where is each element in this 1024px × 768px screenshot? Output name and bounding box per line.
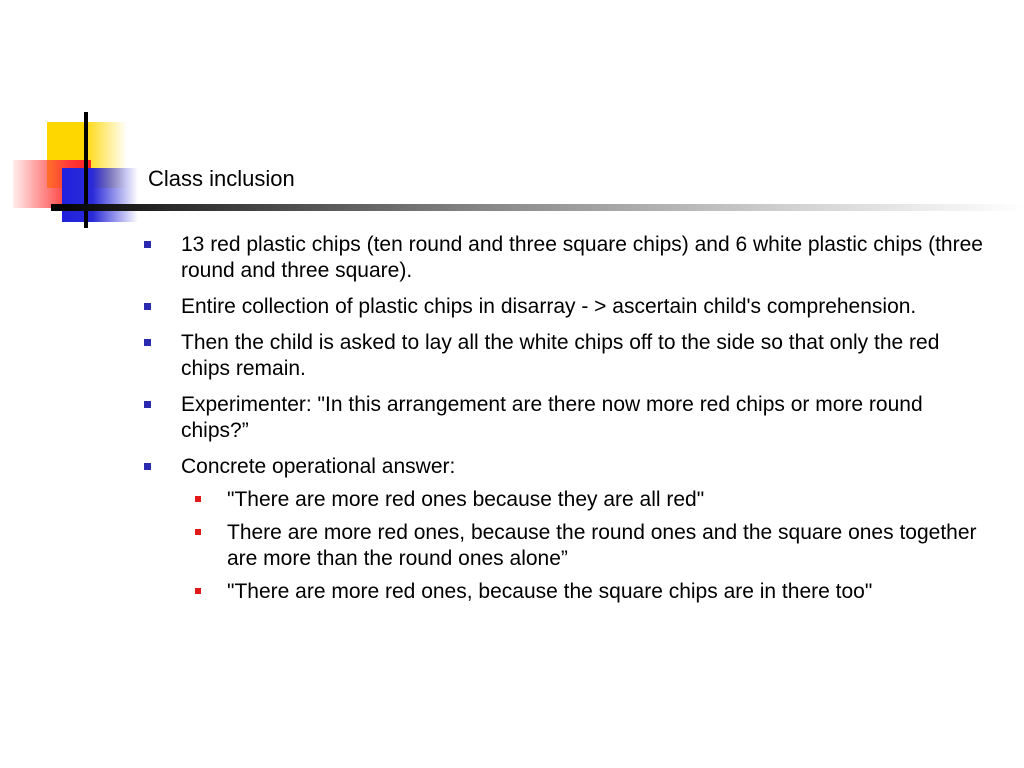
slide-body	[144, 232, 984, 612]
bullet-text: Concrete operational answer:	[181, 455, 456, 478]
decorative-blue-square	[62, 168, 138, 222]
square-bullet-icon	[144, 339, 151, 346]
list-item	[144, 294, 984, 320]
sub-list-item	[181, 579, 984, 605]
bullet-text: Entire collection of plastic chips in disarray - > ascertain child's comprehension.	[181, 295, 917, 318]
title-underline-bar	[51, 204, 1024, 211]
list-item	[144, 454, 984, 605]
slide-title: Class inclusion	[148, 166, 295, 191]
sub-bullet-text: There are more red ones, because the round ones and the square ones together are more than the round ones alone”	[227, 521, 977, 570]
bullet-text: 13 red plastic chips (ten round and three square chips) and 6 white plastic chips (three round and three square).	[181, 233, 983, 282]
square-bullet-icon	[144, 401, 151, 408]
bullet-text: Then the child is asked to lay all the white chips off to the side so that only the red chips remain.	[181, 331, 940, 380]
sub-bullet-text: "There are more red ones, because the square chips are in there too"	[227, 580, 873, 603]
sub-bullet-text: "There are more red ones because they are all red"	[227, 488, 705, 511]
list-item	[144, 330, 984, 382]
square-bullet-icon	[144, 241, 151, 248]
square-bullet-icon	[144, 303, 151, 310]
bullet-list	[144, 232, 984, 605]
red-square-bullet-icon	[195, 588, 201, 594]
bullet-text: Experimenter: "In this arrangement are there now more red chips or more round chips?”	[181, 393, 923, 442]
red-square-bullet-icon	[195, 496, 201, 502]
red-square-bullet-icon	[195, 529, 201, 535]
sub-list-item	[181, 520, 984, 572]
list-item	[144, 232, 984, 284]
list-item	[144, 392, 984, 444]
square-bullet-icon	[144, 463, 151, 470]
sub-list-item	[181, 487, 984, 513]
sub-bullet-list	[181, 487, 984, 605]
